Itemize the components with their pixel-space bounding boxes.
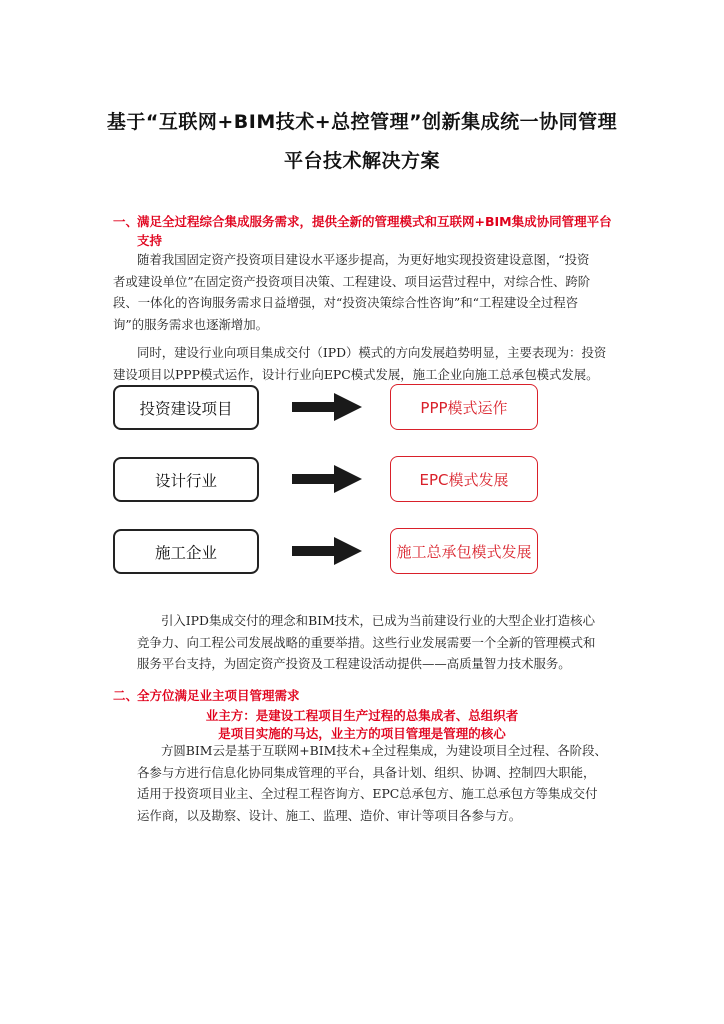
owner-role-highlight-2: 是项目实施的马达，业主方的项目管理是管理的核心 <box>218 726 506 741</box>
owner-role-highlight-1: 业主方：是建设工程项目生产过程的总集成者、总组织者 <box>205 708 519 723</box>
paragraph-line: 方圆BIM云是基于互联网+BIM技术+全过程集成，为建设项目全过程、各阶段、 <box>161 743 607 758</box>
paragraph-line: 同时，建设行业向项目集成交付（IPD）模式的方向发展趋势明显，主要表现为：投资 <box>137 345 607 360</box>
paragraph-line: 竞争力、向工程公司发展战略的重要举措。这些行业发展需要一个全新的管理模式和 <box>137 634 596 650</box>
paragraph-line: 适用于投资项目业主、全过程工程咨询方、EPC总承包方、施工总承包方等集成交付 <box>137 786 598 801</box>
paragraph-line: 服务平台支持，为固定资产投资及工程建设活动提供——高质量智力技术服务。 <box>137 656 571 671</box>
section-2-heading: 全方位满足业主项目管理需求 <box>137 688 300 703</box>
paragraph-line: 各参与方进行信息化协同集成管理的平台，具备计划、组织、协调、控制四大职能， <box>137 764 596 780</box>
right-arrow-icon <box>292 465 362 493</box>
paragraph-line: 运作商，以及勘察、设计、施工、监理、造价、审计等项目各参与方。 <box>137 807 522 823</box>
right-arrow-icon <box>292 537 362 565</box>
section-2-paragraph <box>137 740 607 826</box>
diagram-target-box-epc: EPC模式发展 <box>390 456 538 502</box>
right-arrow-icon <box>292 393 362 421</box>
paragraph-line: 询”的服务需求也逐渐增加。 <box>113 316 269 332</box>
section-1-paragraph-2 <box>113 342 607 385</box>
paragraph-line: 段、一体化的咨询服务需求日益增强，对“投资决策综合性咨询”和“工程建设全过程咨 <box>113 295 579 310</box>
diagram-target-box-ppp: PPP模式运作 <box>390 384 538 430</box>
diagram-source-box-construction-enterprise: 施工企业 <box>113 529 259 574</box>
section-1-number: 一、 <box>113 214 139 229</box>
paragraph-line: 建设项目以PPP模式运作，设计行业向EPC模式发展，施工企业向施工总承包模式发展。 <box>113 366 599 382</box>
diagram-source-box-investment-project: 投资建设项目 <box>113 385 259 430</box>
section-1-heading-line-2: 支持 <box>137 233 163 248</box>
document-title-line-2: 平台技术解决方案 <box>283 150 440 172</box>
paragraph-line: 随着我国固定资产投资项目建设水平逐步提高，为更好地实现投资建设意图，“投资 <box>137 252 590 267</box>
section-1-heading-line-1: 满足全过程综合集成服务需求，提供全新的管理模式和互联网+BIM集成协同管理平台 <box>137 214 612 229</box>
paragraph-line: 者或建设单位”在固定资产投资项目决策、工程建设、项目运营过程中，对综合性、跨阶 <box>113 273 591 289</box>
paragraph-line: 引入IPD集成交付的理念和BIM技术，已成为当前建设行业的大型企业打造核心 <box>161 613 595 628</box>
section-1-paragraph-3 <box>137 610 607 675</box>
section-2-number: 二、 <box>113 688 139 703</box>
diagram-source-box-design-industry: 设计行业 <box>113 457 259 502</box>
diagram-target-box-general-contracting: 施工总承包模式发展 <box>390 528 538 574</box>
section-1-paragraph-1 <box>113 249 607 335</box>
document-title-line-1: 基于“互联网+BIM技术+总控管理”创新集成统一协同管理 <box>106 111 618 133</box>
